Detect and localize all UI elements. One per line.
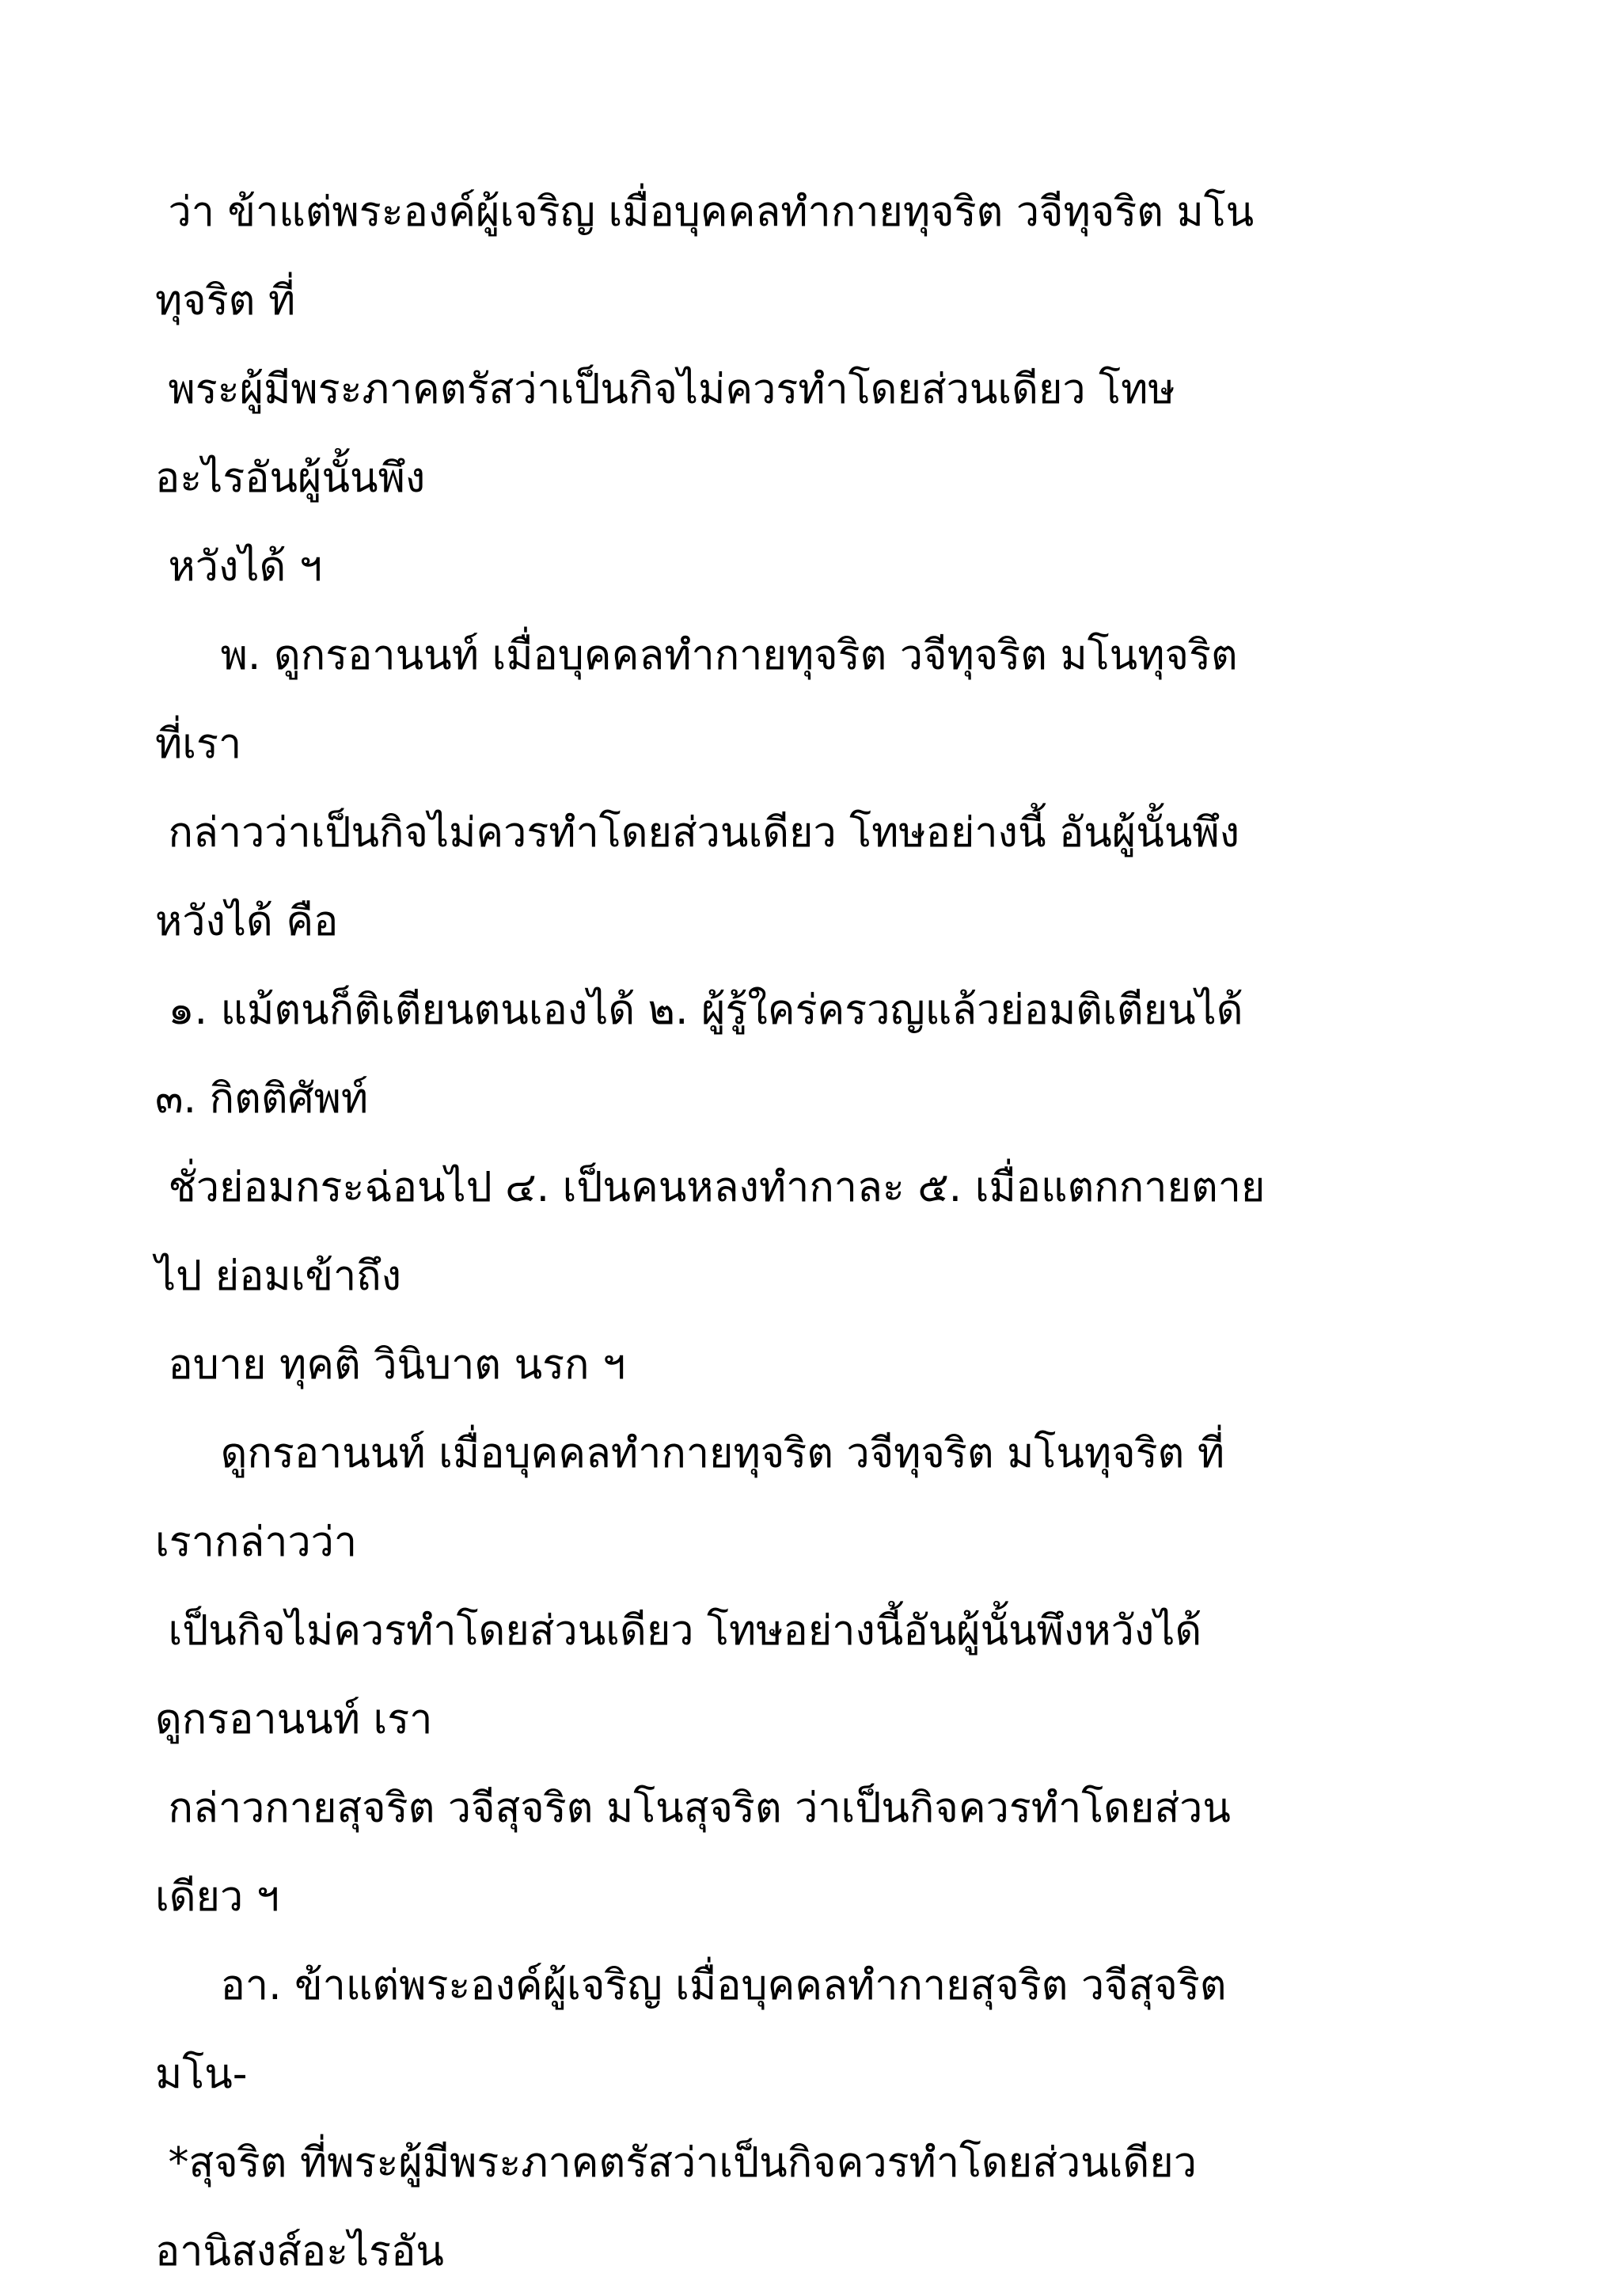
text-line: พระผู้มีพระภาคตรัสว่าเป็นกิจไม่ควรทำโดยส่วนเดียว โทษ [155,366,1175,413]
text-line: อะไรอันผู้นั้นพึง [155,454,426,502]
text-line: ว่า ข้าแต่พระองค์ผู้เจริญ เมื่อบุคคลทำกายทุจริต วจีทุจริต มโน [155,188,1255,236]
text-line: อานิสงส์อะไรอัน [155,2228,444,2275]
text-line: ดูกรอานนท์ เรา [155,1696,433,1743]
text-line: ไป ย่อมเข้าถึง [155,1253,402,1300]
text-line: หวังได้ ฯ [155,543,323,591]
text-line: ชั่วย่อมกระฉ่อนไป ๔. เป็นคนหลงทำกาละ ๕. เมื่อแตกกายตาย [155,1164,1266,1211]
text-line: อา. ข้าแต่พระองค์ผู้เจริญ เมื่อบุคคลทำกายสุจริต วจีสุจริต [155,1962,1227,2009]
text-line: ทุจริต ที่ [155,277,296,325]
text-line: ๑. แม้ตนก็ติเตียนตนเองได้ ๒. ผู้รู้ใคร่ครวญแล้วย่อมติเตียนได้ [155,986,1243,1034]
text-line: *สุจริต ที่พระผู้มีพระภาคตรัสว่าเป็นกิจควรทำโดยส่วนเดียว [155,2139,1197,2187]
text-line: เดียว ฯ [155,1873,279,1921]
text-line: หวังได้ คือ [155,898,339,945]
text-line: ที่เรา [155,720,242,768]
text-line: ดูกรอานนท์ เมื่อบุคคลทำกายทุจริต วจีทุจริต มโนทุจริต ที่ [155,1430,1225,1477]
text-line: มโน- [155,2051,248,2098]
text-line: เรากล่าวว่า [155,1519,358,1566]
text-line: กล่าวว่าเป็นกิจไม่ควรทำโดยส่วนเดียว โทษอย่างนี้ อันผู้นั้นพึง [155,809,1240,857]
text-line: พ. ดูกรอานนท์ เมื่อบุคคลทำกายทุจริต วจีทุจริต มโนทุจริต [155,632,1238,679]
text-line: เป็นกิจไม่ควรทำโดยส่วนเดียว โทษอย่างนี้อันผู้นั้นพึงหวังได้ [155,1607,1202,1655]
body-text [155,168,1485,2296]
text-line: อบาย ทุคติ วินิบาต นรก ฯ [155,1341,626,1389]
text-line: ๓. กิตติศัพท์ [155,1075,369,1123]
text-line: กล่าวกายสุจริต วจีสุจริต มโนสุจริต ว่าเป็นกิจควรทำโดยส่วน [155,1785,1231,1832]
